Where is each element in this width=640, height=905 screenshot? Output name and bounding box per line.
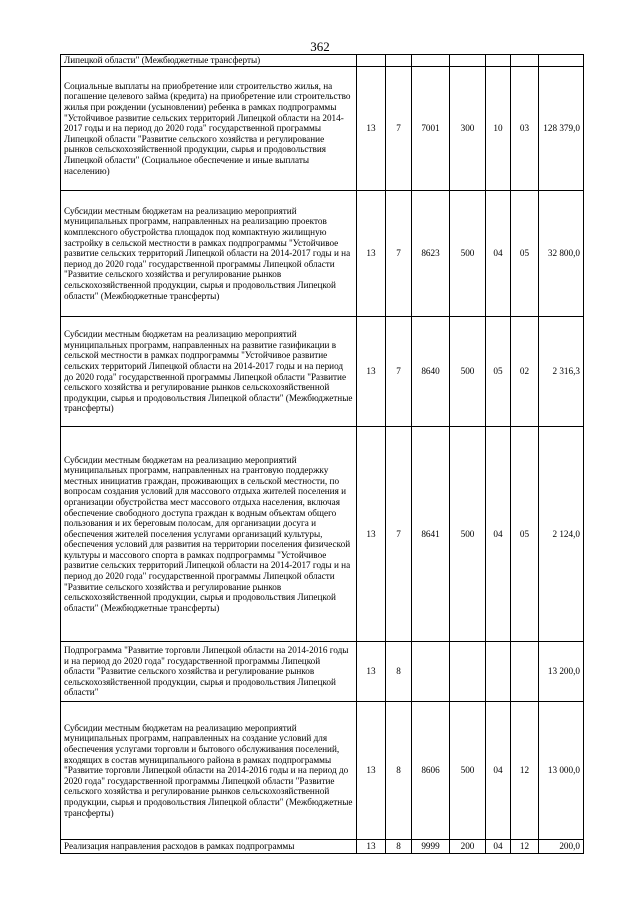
code-direction xyxy=(412,642,450,702)
code-admin: 13 xyxy=(357,191,386,317)
code-direction: 7001 xyxy=(412,67,450,191)
amount: 32 800,0 xyxy=(539,191,584,317)
code-expense-type xyxy=(450,55,486,67)
row-description: Подпрограмма "Развитие торговли Липецкой области на 2014-2016 годы и на период до 2020 года" государственной программы Липецкой области "Развитие сельского хозяйства и регулирование рынков сельскохозяйственной продукции, сырья и продовольствия Липецкой области" xyxy=(61,642,357,702)
amount: 13 200,0 xyxy=(539,642,584,702)
row-description: Субсидии местным бюджетам на реализацию мероприятий муниципальных программ, направленных на грантовую поддержку местных инициатив граждан, проживающих в сельской местности, по вопросам создания условий для массового отдыха жителей поселения и организации обустройства мест массового отдыха населения, включая обеспечение свободного доступа граждан к водным объектам общего пользования и их береговым полосам, для организации досуга и обеспечения жителей поселения услугами организаций культуры, обеспечения условий для развития на территории поселения физической культуры и массового спорта в рамках подпрограммы "Устойчивое развитие сельских территорий Липецкой области на 2014-2017 годы и на период до 2020 года" государственной программы Липецкой области "Развитие сельского хозяйства и регулирование рынков сельскохозяйственной продукции, сырья и продовольствия Липецкой области" (Межбюджетные трансферты) xyxy=(61,427,357,642)
code-section: 10 xyxy=(486,67,511,191)
code-admin xyxy=(357,55,386,67)
code-section: 04 xyxy=(486,427,511,642)
code-program: 8 xyxy=(386,702,412,840)
code-admin: 13 xyxy=(357,427,386,642)
code-subsection: 12 xyxy=(511,840,539,854)
code-program: 7 xyxy=(386,317,412,427)
code-section: 04 xyxy=(486,191,511,317)
amount: 13 000,0 xyxy=(539,702,584,840)
code-subsection xyxy=(511,642,539,702)
code-direction: 8641 xyxy=(412,427,450,642)
table-row xyxy=(61,67,584,191)
code-expense-type xyxy=(450,642,486,702)
code-subsection: 12 xyxy=(511,702,539,840)
code-expense-type: 500 xyxy=(450,427,486,642)
code-subsection: 02 xyxy=(511,317,539,427)
code-expense-type: 500 xyxy=(450,702,486,840)
table-row xyxy=(61,317,584,427)
row-description: Субсидии местным бюджетам на реализацию мероприятий муниципальных программ, направленных на создание условий для обеспечения услугами торговли и бытового обслуживания поселений, входящих в состав муниципального района в рамках подпрограммы "Развитие торговли Липецкой области на 2014-2016 годы и на период до 2020 года" государственной программы Липецкой области "Развитие сельского хозяйства и регулирование рынков сельскохозяйственной продукции, сырья и продовольствия Липецкой области" (Межбюджетные трансферты) xyxy=(61,702,357,840)
code-direction: 8623 xyxy=(412,191,450,317)
amount: 128 379,0 xyxy=(539,67,584,191)
row-description: Социальные выплаты на приобретение или строительство жилья, на погашение целевого займа (кредита) на приобретение или строительство жилья при рождении (усыновлении) ребенка в рамках подпрограммы "Устойчивое развитие сельских территорий Липецкой области на 2014-2017 годы и на период до 2020 года" государственной программы Липецкой области "Развитие сельского хозяйства и регулирование рынков сельскохозяйственной продукции, сырья и продовольствия Липецкой области" (Социальное обеспечение и иные выплаты населению) xyxy=(61,67,357,191)
code-direction: 8606 xyxy=(412,702,450,840)
code-expense-type: 200 xyxy=(450,840,486,854)
code-section: 04 xyxy=(486,702,511,840)
code-subsection: 03 xyxy=(511,67,539,191)
code-direction: 9999 xyxy=(412,840,450,854)
code-admin: 13 xyxy=(357,67,386,191)
code-program: 8 xyxy=(386,642,412,702)
table-row xyxy=(61,55,584,67)
page-number: 362 xyxy=(310,39,330,54)
code-subsection xyxy=(511,55,539,67)
code-direction xyxy=(412,55,450,67)
code-subsection: 05 xyxy=(511,427,539,642)
code-direction: 8640 xyxy=(412,317,450,427)
table-row xyxy=(61,191,584,317)
code-program: 7 xyxy=(386,67,412,191)
code-section xyxy=(486,55,511,67)
code-expense-type: 500 xyxy=(450,191,486,317)
code-program xyxy=(386,55,412,67)
amount: 200,0 xyxy=(539,840,584,854)
code-admin: 13 xyxy=(357,642,386,702)
table-row xyxy=(61,427,584,642)
code-subsection: 05 xyxy=(511,191,539,317)
budget-table xyxy=(60,54,584,854)
table-row xyxy=(61,840,584,854)
code-program: 8 xyxy=(386,840,412,854)
table-row xyxy=(61,702,584,840)
table-row xyxy=(61,642,584,702)
code-admin: 13 xyxy=(357,702,386,840)
code-section: 04 xyxy=(486,840,511,854)
code-expense-type: 300 xyxy=(450,67,486,191)
amount xyxy=(539,55,584,67)
amount: 2 124,0 xyxy=(539,427,584,642)
amount: 2 316,3 xyxy=(539,317,584,427)
row-description: Субсидии местным бюджетам на реализацию мероприятий муниципальных программ, направленных на реализацию проектов комплексного обустройства площадок под компактную жилищную застройку в сельской местности в рамках подпрограммы "Устойчивое развитие сельских территорий Липецкой области на 2014-2017 годы и на период до 2020 года" государственной программы Липецкой области "Развитие сельского хозяйства и регулирование рынков сельскохозяйственной продукции, сырья и продовольствия Липецкой области" (Межбюджетные трансферты) xyxy=(61,191,357,317)
row-description: Субсидии местным бюджетам на реализацию мероприятий муниципальных программ, направленных на развитие газификации в сельской местности в рамках подпрограммы "Устойчивое развитие сельских территорий Липецкой области на 2014-2017 годы и на период до 2020 года" государственной программы Липецкой области "Развитие сельского хозяйства и регулирование рынков сельскохозяйственной продукции, сырья и продовольствия Липецкой области" (Межбюджетные трансферты) xyxy=(61,317,357,427)
code-program: 7 xyxy=(386,427,412,642)
code-admin: 13 xyxy=(357,317,386,427)
code-section xyxy=(486,642,511,702)
code-section: 05 xyxy=(486,317,511,427)
row-description: Липецкой области" (Межбюджетные трансферты) xyxy=(61,55,357,67)
code-program: 7 xyxy=(386,191,412,317)
code-expense-type: 500 xyxy=(450,317,486,427)
row-description: Реализация направления расходов в рамках подпрограммы xyxy=(61,840,357,854)
code-admin: 13 xyxy=(357,840,386,854)
